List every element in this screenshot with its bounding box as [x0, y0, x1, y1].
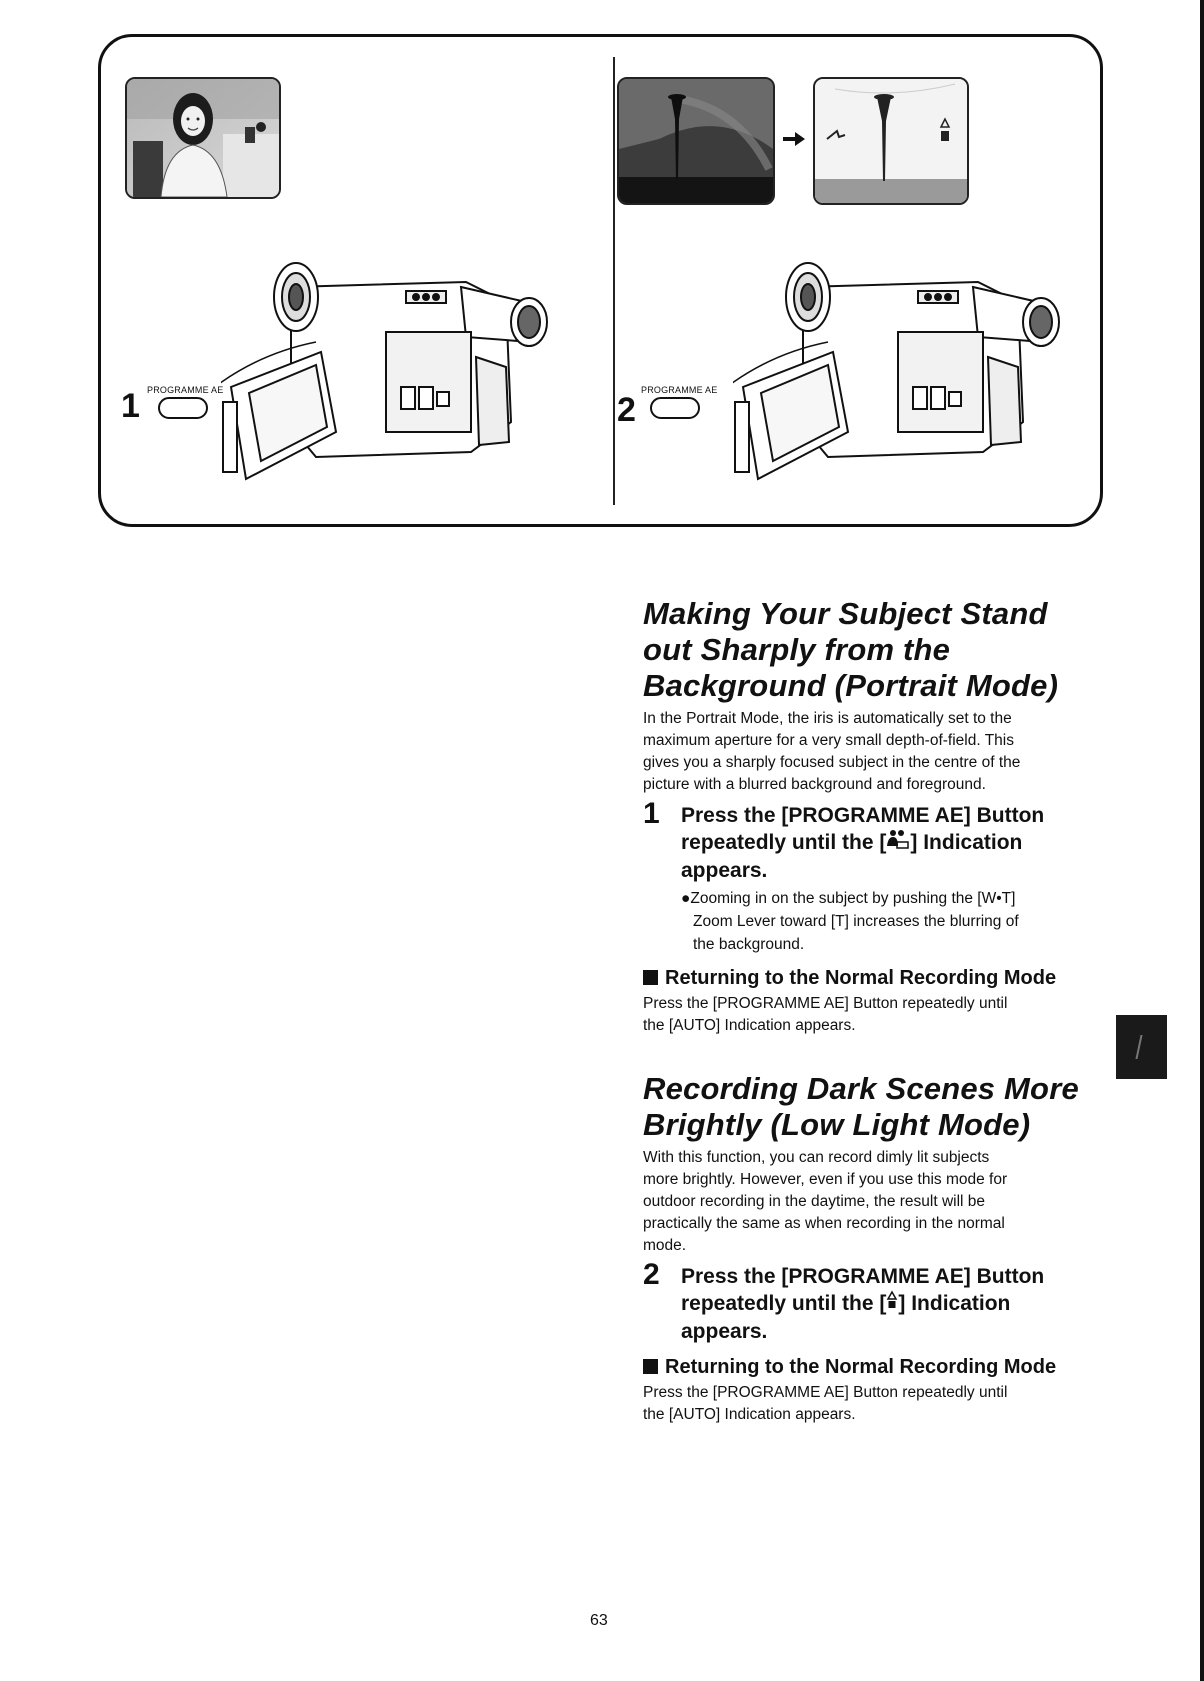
title-line: out Sharply from the: [643, 632, 951, 667]
note-line: ●Zooming in on the subject by pushing the [W•T]: [681, 890, 1016, 907]
text-line: With this function, you can record dimly lit subjects: [643, 1149, 990, 1166]
bright-tower-photo: [813, 77, 969, 205]
portrait-photo: [125, 77, 281, 199]
camcorder-illustration: [221, 247, 551, 487]
programme-ae-caption: PROGRAMME AE: [147, 385, 224, 395]
dark-tower-photo: [617, 77, 775, 205]
instruction-line: appears.: [681, 1320, 768, 1343]
text-line: maximum aperture for a very small depth-of-field. This: [643, 732, 1014, 749]
bullet-square-icon: [643, 1359, 658, 1374]
note-line: Zoom Lever toward [T] increases the blurring of: [693, 913, 1019, 930]
programme-ae-button-drawing: [650, 397, 700, 419]
low-light-return-text: [643, 1382, 1103, 1426]
low-light-step-2: [643, 1258, 1103, 1345]
low-light-return-heading: [643, 1355, 1103, 1380]
section-thumb-tab: [1116, 1015, 1167, 1079]
step-number: 2: [643, 1258, 660, 1291]
low-light-mode-title: [643, 1071, 1103, 1143]
text-line: Press the [PROGRAMME AE] Button repeatedly until: [643, 995, 1008, 1012]
text-line: the [AUTO] Indication appears.: [643, 1017, 856, 1034]
programme-ae-button-drawing: [158, 397, 208, 419]
text-line: more brightly. However, even if you use this mode for: [643, 1171, 1008, 1188]
text-line: the [AUTO] Indication appears.: [643, 1406, 856, 1423]
note-line: the background.: [693, 936, 805, 953]
thumb-tab-mark: [1135, 1035, 1150, 1059]
programme-ae-caption: PROGRAMME AE: [641, 385, 718, 395]
text-line: mode.: [643, 1237, 687, 1254]
title-line: Brightly (Low Light Mode): [643, 1107, 1031, 1142]
portrait-step-1: [643, 797, 1103, 884]
text-line: picture with a blurred background and foreground.: [643, 776, 986, 793]
page-edge-line: [1200, 0, 1204, 1681]
low-light-mode-intro: [643, 1147, 1103, 1257]
right-arrow-icon: [781, 129, 807, 149]
heading-text: Returning to the Normal Recording Mode: [665, 967, 1057, 989]
step-number: 1: [643, 797, 660, 830]
portrait-mode-intro: [643, 708, 1103, 796]
portrait-mode-title: [643, 596, 1103, 704]
portrait-mode-icon: [886, 829, 910, 857]
text-line: gives you a sharply focused subject in the centre of the: [643, 754, 1021, 771]
instruction-line: appears.: [681, 859, 768, 882]
illustration-panel-low-light: [617, 37, 1103, 527]
page-number: 63: [590, 1612, 608, 1629]
low-light-mode-icon: [886, 1290, 898, 1318]
instruction-line: Press the [PROGRAMME AE] Button: [681, 1265, 1045, 1288]
figure-step-number-1: 1: [121, 387, 140, 425]
instruction-line: Press the [PROGRAMME AE] Button: [681, 804, 1045, 827]
instruction-line: repeatedly until the [: [681, 1292, 887, 1315]
portrait-return-text: [643, 993, 1103, 1037]
instruction-line: repeatedly until the [: [681, 831, 887, 854]
heading-text: Returning to the Normal Recording Mode: [665, 1356, 1057, 1378]
zoom-note: [681, 887, 1103, 956]
camcorder-illustration: [733, 247, 1063, 487]
text-line: practically the same as when recording in the normal: [643, 1215, 1005, 1232]
text-line: In the Portrait Mode, the iris is automatically set to the: [643, 710, 1012, 727]
bullet-square-icon: [643, 970, 658, 985]
text-line: Press the [PROGRAMME AE] Button repeatedly until: [643, 1384, 1008, 1401]
instruction-line: ] Indication: [898, 1292, 1011, 1315]
title-line: Background (Portrait Mode): [643, 668, 1059, 703]
figure-divider: [613, 57, 615, 505]
instruction-line: ] Indication: [910, 831, 1023, 854]
instructions-column: [643, 596, 1103, 1426]
title-line: Making Your Subject Stand: [643, 596, 1048, 631]
illustration-frame: [98, 34, 1103, 527]
illustration-panel-portrait: [101, 37, 611, 527]
portrait-return-heading: [643, 966, 1103, 991]
figure-step-number-2: 2: [617, 391, 636, 429]
text-line: outdoor recording in the daytime, the result will be: [643, 1193, 986, 1210]
title-line: Recording Dark Scenes More: [643, 1071, 1079, 1106]
step-instruction: [681, 1263, 1103, 1345]
step-instruction: [681, 802, 1103, 884]
